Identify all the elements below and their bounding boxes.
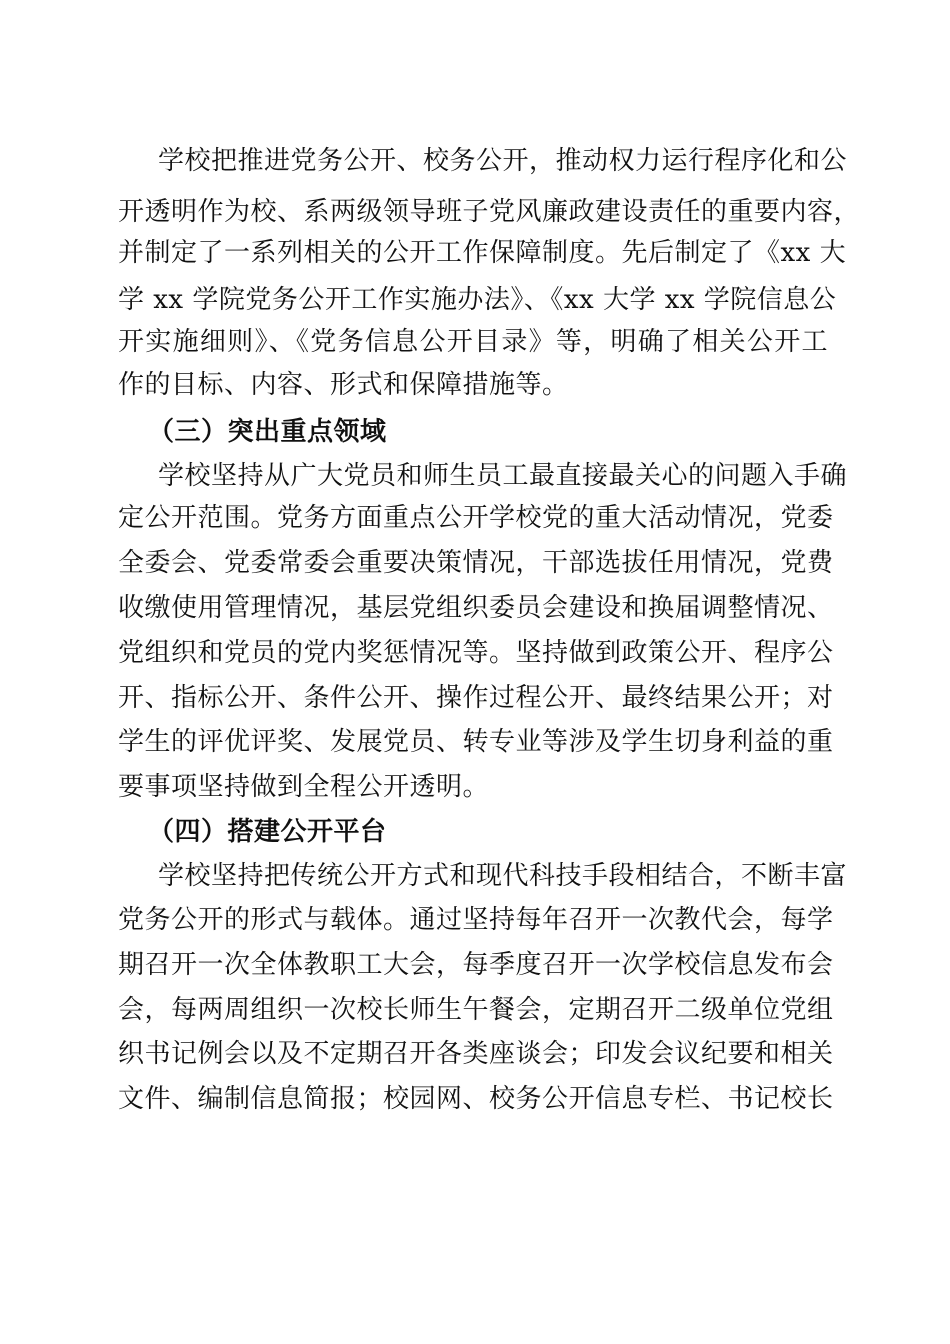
paragraph-1-line: 开透明作为校、系两级领导班子党风廉政建设责任的重要内容， (118, 197, 861, 227)
paragraph-3-line: 织书记例会以及不定期召开各类座谈会；印发会议纪要和相关 (118, 1039, 834, 1069)
paragraph-3-line: 文件、编制信息简报；校园网、校务公开信息专栏、书记校长 (118, 1084, 834, 1114)
paragraph-2-line: 定公开范围。党务方面重点公开学校党的重大活动情况，党委 (118, 503, 834, 533)
paragraph-1-line: 作的目标、内容、形式和保障措施等。 (118, 370, 569, 400)
paragraph-2-line: 要事项坚持做到全程公开透明。 (118, 772, 490, 802)
paragraph-2-line: 开、指标公开、条件公开、操作过程公开、最终结果公开；对 (118, 683, 834, 713)
paragraph-1-line: 并制定了一系列相关的公开工作保障制度。先后制定了《xx 大 (118, 238, 847, 268)
paragraph-3-line: 学校坚持把传统公开方式和现代科技手段相结合，不断丰富 (158, 861, 848, 891)
paragraph-2-line: 学校坚持从广大党员和师生员工最直接最关心的问题入手确 (158, 461, 848, 491)
paragraph-3-line: 会，每两周组织一次校长师生午餐会，定期召开二级单位党组 (118, 995, 834, 1025)
section-heading-4: （四）搭建公开平台 (148, 817, 387, 847)
section-heading-3: （三）突出重点领域 (148, 417, 387, 447)
paragraph-3-line: 党务公开的形式与载体。通过坚持每年召开一次教代会，每学 (118, 905, 834, 935)
paragraph-1-line: 学 xx 学院党务公开工作实施办法》、《xx 大学 xx 学院信息公 (118, 285, 837, 315)
paragraph-2-line: 学生的评优评奖、发展党员、转专业等涉及学生切身利益的重 (118, 727, 834, 757)
paragraph-1-line: 学校把推进党务公开、校务公开，推动权力运行程序化和公 (158, 146, 848, 176)
paragraph-1-line: 开实施细则》、《党务信息公开目录》等，明确了相关公开工 (118, 327, 828, 357)
paragraph-2-line: 全委会、党委常委会重要决策情况，干部选拔任用情况，党费 (118, 548, 834, 578)
paragraph-3-line: 期召开一次全体教职工大会，每季度召开一次学校信息发布会 (118, 950, 834, 980)
paragraph-2-line: 收缴使用管理情况，基层党组织委员会建设和换届调整情况、 (118, 593, 834, 623)
paragraph-2-line: 党组织和党员的党内奖惩情况等。坚持做到政策公开、程序公 (118, 638, 834, 668)
